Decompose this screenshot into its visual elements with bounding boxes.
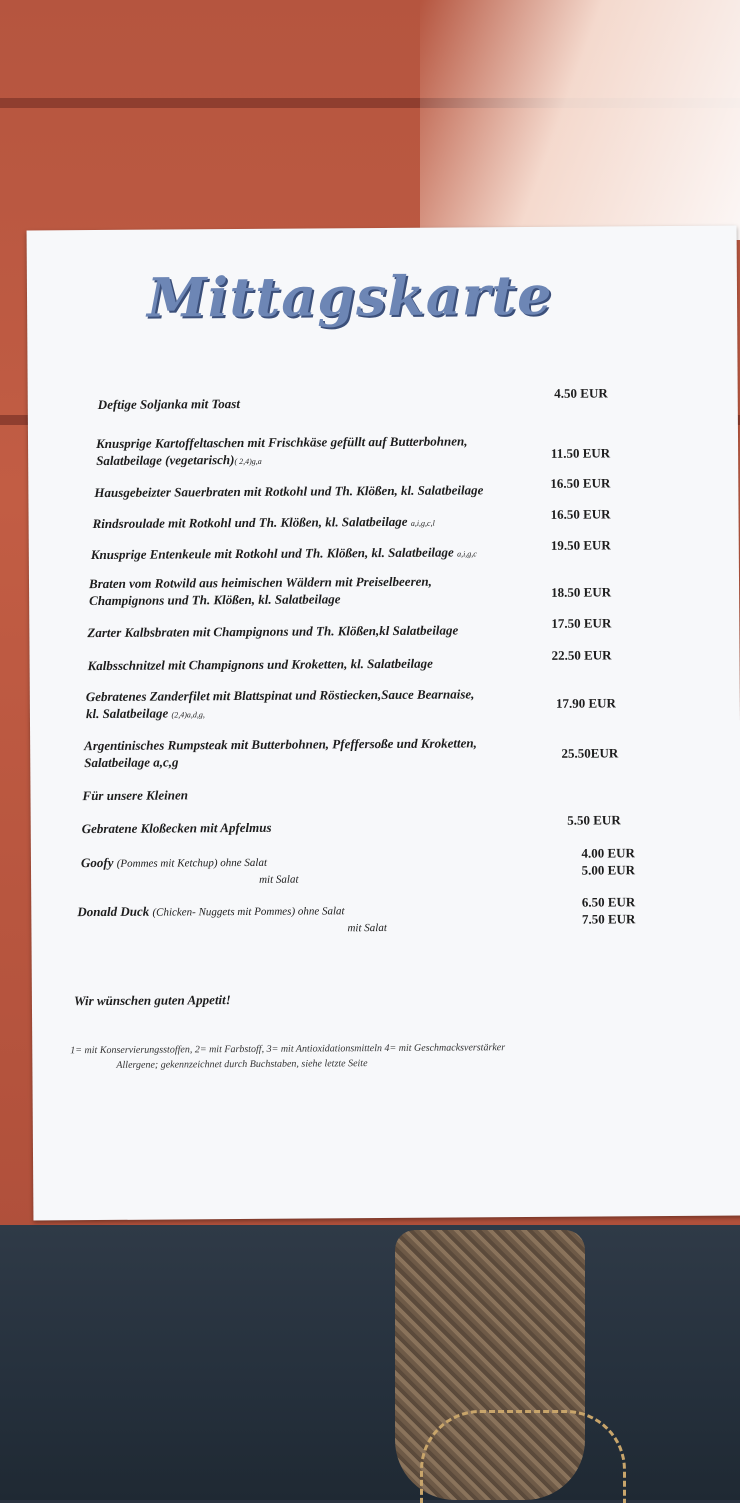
- kids-item-name: Gebratene Kloßecken mit Apfelmus: [81, 819, 272, 837]
- menu-item-line: Knusprige Kartoffeltaschen mit Frischkäse gefüllt auf Butterbohnen,: [95, 433, 468, 452]
- kids-heading: Für unsere Kleinen: [82, 787, 189, 804]
- allergen-codes: a,i,g,c: [457, 549, 477, 559]
- allergen-codes: a,i,g,c,l: [410, 518, 435, 528]
- menu-item-name: [84, 734, 477, 771]
- kids-item-prices: [525, 844, 635, 879]
- kids-item-line: [77, 901, 387, 922]
- menu-item-line: Gebratenes Zanderfilet mit Blattspinat und Röstiecken,Sauce Bearnaise,: [85, 686, 475, 705]
- jeans-stitching: [420, 1410, 626, 1503]
- allergen-codes: (2,4)a,d,g,: [171, 710, 205, 720]
- menu-item-text: Rindsroulade mit Rotkohl und Th. Klößen, kl. Salatbeilage: [92, 513, 408, 532]
- kids-item-detail2: mit Salat: [259, 873, 299, 886]
- kids-item-prices: [525, 893, 635, 928]
- menu-item-price: 19.50 EUR: [550, 537, 611, 553]
- menu-item-name: Hausgebeizter Sauerbraten mit Rotkohl und Th. Klößen, kl. Salatbeilage: [94, 482, 484, 501]
- kids-price: 4.00 EUR: [581, 845, 635, 861]
- kids-item-title: Goofy: [80, 854, 114, 871]
- jeans-background: [0, 1225, 740, 1500]
- menu-item-line: Braten vom Rotwild aus heimischen Wäldern mit Preiselbeeren,: [88, 573, 432, 592]
- kids-item-line: [81, 853, 299, 874]
- kids-price: 6.50 EUR: [581, 894, 636, 910]
- menu-item-price: 18.50 EUR: [551, 584, 612, 600]
- menu-item-name: [93, 513, 435, 534]
- kids-item-title: Donald Duck: [77, 903, 150, 920]
- menu-item-line: Salatbeilage a,c,g: [84, 754, 179, 771]
- kids-item-detail: (Pommes mit Ketchup) ohne Salat: [116, 856, 268, 870]
- kids-price-2: 7.50 EUR: [581, 911, 636, 927]
- footnote-allergens: Allergene; gekennzeichnet durch Buchstaben, siehe letzte Seite: [116, 1058, 368, 1071]
- menu-title: Mittagskarte: [146, 262, 553, 330]
- menu-item-line-text: kl. Salatbeilage: [85, 705, 169, 722]
- kids-item-name: [77, 901, 387, 939]
- closing-text: Wir wünschen guten Appetit!: [73, 992, 231, 1009]
- menu-item-price: 25.50EUR: [561, 745, 619, 761]
- menu-item-name: [96, 432, 468, 471]
- menu-item-price: 17.50 EUR: [551, 615, 612, 631]
- menu-item-line: [86, 702, 475, 724]
- menu-item-price: 16.50 EUR: [550, 506, 611, 522]
- kids-item-detail: (Chicken- Nuggets mit Pommes) ohne Salat: [152, 905, 345, 919]
- kids-item-price: 5.50 EUR: [567, 812, 621, 828]
- footnote-additives: 1= mit Konservierungsstoffen, 2= mit Farbstoff, 3= mit Antioxidationsmitteln 4= mit Geschmacksverstärker: [70, 1042, 506, 1057]
- menu-item-name: [91, 543, 477, 565]
- menu-item-price: 17.90 EUR: [555, 695, 616, 711]
- menu-sheet: [27, 226, 740, 1221]
- menu-item-line: Champignons und Th. Klößen, kl. Salatbeilage: [89, 591, 341, 609]
- menu-item-name: [89, 573, 432, 609]
- menu-item-text: Knusprige Entenkeule mit Rotkohl und Th. Klößen, kl. Salatbeilage: [90, 544, 454, 563]
- menu-item-line-text: Salatbeilage (vegetarisch): [96, 452, 235, 469]
- kids-item-name: [81, 853, 299, 891]
- kids-item-detail2: mit Salat: [347, 921, 387, 935]
- menu-item-price: 4.50 EUR: [554, 385, 608, 401]
- allergen-codes: ( 2,4)g,a: [234, 456, 262, 467]
- kids-price-2: 5.00 EUR: [581, 862, 636, 878]
- menu-item-name: Zarter Kalbsbraten mit Champignons und Th. Klößen,kl Salatbeilage: [87, 622, 459, 641]
- menu-item-price: 22.50 EUR: [551, 647, 612, 663]
- menu-item-line: Argentinisches Rumpsteak mit Butterbohnen, Pfeffersoße und Kroketten,: [84, 735, 477, 754]
- menu-item-price: 11.50 EUR: [550, 445, 611, 461]
- menu-item-name: Kalbsschnitzel mit Champignons und Kroketten, kl. Salatbeilage: [87, 655, 433, 674]
- menu-item-name: [86, 685, 475, 724]
- menu-item-name: Deftige Soljanka mit Toast: [97, 396, 240, 412]
- menu-item-line: [96, 449, 468, 471]
- menu-item-price: 16.50 EUR: [550, 475, 611, 491]
- sunlight-patch: [420, 0, 740, 240]
